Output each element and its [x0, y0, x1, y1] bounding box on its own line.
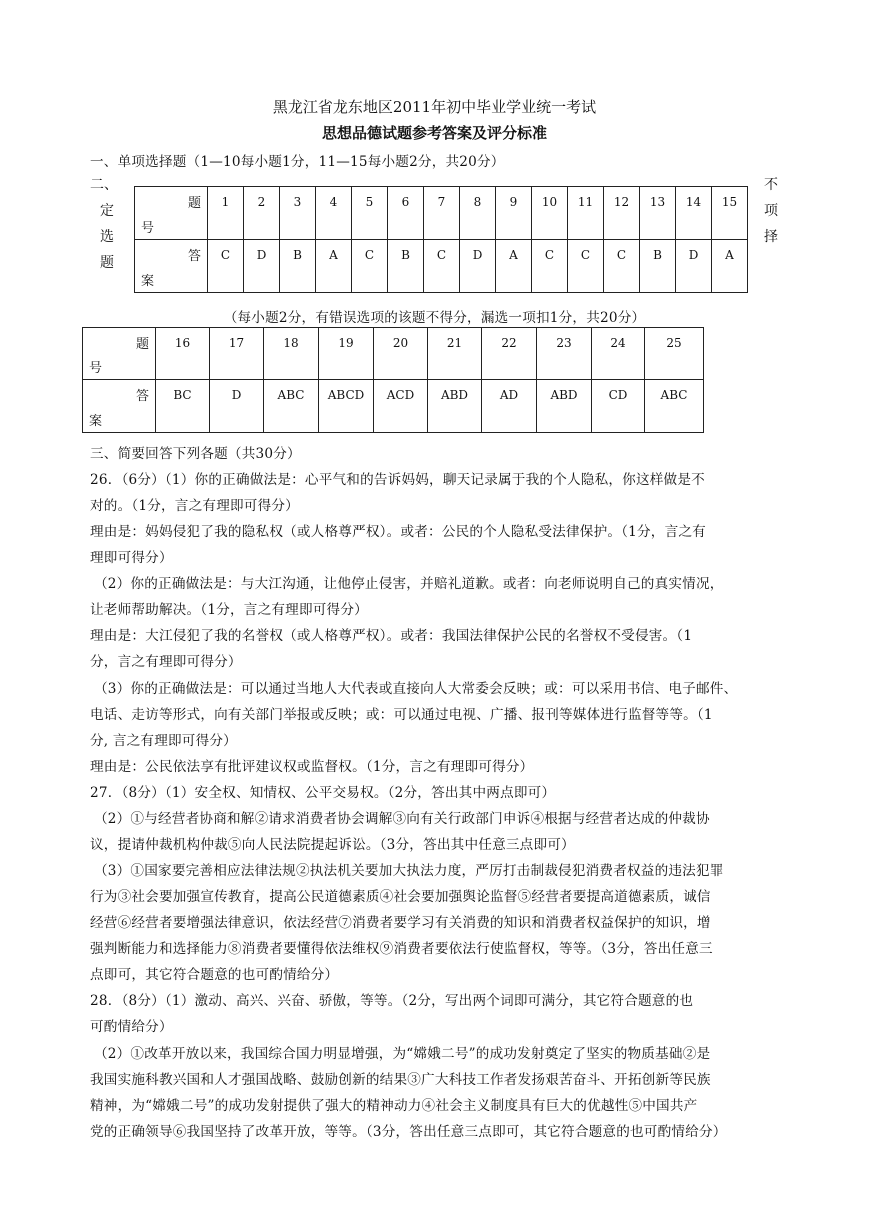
- answer-text-line: 党的正确领导⑥我国坚持了改革开放，等等。（3分，答出任意三点即可，其它符合题意的也可酌情给分）: [90, 1124, 727, 1140]
- cell-text: C: [580, 248, 591, 262]
- cell-text: 3: [293, 195, 302, 209]
- answer-cell: [568, 240, 604, 293]
- answer-text-line: 行为③社会要加强宣传教育，提高公民道德素质④社会要加强舆论监督⑤经营者要提高道德素质，诚信: [90, 889, 711, 905]
- cell-text: A: [329, 248, 338, 262]
- table-row-numbers: [135, 187, 748, 240]
- answer-cell: [244, 240, 280, 293]
- answer-text-line: （2）①改革开放以来，我国综合国力明显增强，为“嫦娥二号”的成功发射奠定了坚实的物质基础②是: [94, 1046, 711, 1062]
- table-header-cell: [83, 380, 156, 433]
- side-char: 二、: [90, 177, 118, 193]
- cell-text: ACD: [386, 388, 415, 402]
- side-char: 择: [764, 229, 778, 245]
- answer-cell: [676, 240, 712, 293]
- question-number-cell: [424, 187, 460, 240]
- cell-text: 16: [174, 336, 191, 350]
- answer-cell: [316, 240, 352, 293]
- cell-text: A: [509, 248, 518, 262]
- answer-cell: [604, 240, 640, 293]
- answer-cell: [640, 240, 676, 293]
- answer-cell: [482, 380, 537, 433]
- question-number-cell: [316, 187, 352, 240]
- header-label-bottom: 号: [141, 221, 155, 236]
- question-number-cell: [374, 328, 428, 380]
- answer-cell: [537, 380, 592, 433]
- cell-text: 19: [338, 336, 354, 350]
- side-char: 题: [100, 255, 114, 271]
- answer-cell: [532, 240, 568, 293]
- cell-text: 18: [283, 336, 299, 350]
- answer-text-line: （2）你的正确做法是：与大江沟通，让他停止侵害，并赔礼道歉。或者：向老师说明自己的真实情况，: [94, 576, 724, 592]
- answer-table-multiple-choice: [82, 327, 704, 433]
- answer-cell: [388, 240, 424, 293]
- table-header-cell: [135, 240, 208, 293]
- header-label-top: 答: [187, 249, 201, 264]
- question-number-cell: [208, 187, 244, 240]
- cell-text: CD: [608, 388, 628, 402]
- cell-text: C: [544, 248, 555, 262]
- answer-text-line: 精神，为“嫦娥二号”的成功发射提供了强大的精神动力④社会主义制度具有巨大的优越性⑤中国共产: [90, 1098, 698, 1114]
- answer-cell: [645, 380, 704, 433]
- answer-cell: [280, 240, 316, 293]
- answer-text-line: 28．（8分）（1）激动、高兴、兴奋、骄傲，等等。（2分，写出两个词即可满分，其它符合题意的也: [90, 993, 694, 1009]
- document-subtitle: 思想品德试题参考答案及评分标准: [321, 124, 547, 142]
- header-label-bottom: 号: [89, 361, 103, 376]
- side-char: 项: [764, 203, 778, 219]
- answer-text-line: 议，提请仲裁机构仲裁⑤向人民法院提起诉讼。（3分，答出其中任意三点即可）: [90, 837, 575, 853]
- question-number-cell: [319, 328, 374, 380]
- cell-text: 7: [437, 195, 446, 209]
- question-number-cell: [460, 187, 496, 240]
- question-number-cell: [352, 187, 388, 240]
- cell-text: 15: [721, 195, 738, 209]
- question-number-cell: [482, 328, 537, 380]
- cell-text: AD: [499, 388, 519, 402]
- side-char: 不: [764, 177, 778, 193]
- question-number-cell: [388, 187, 424, 240]
- question-number-cell: [712, 187, 748, 240]
- cell-text: 24: [610, 336, 626, 350]
- question-number-cell: [640, 187, 676, 240]
- answer-text-line: （3）你的正确做法是：可以通过当地人大代表或直接向人大常委会反映；或：可以采用书信、电子邮件、: [94, 681, 738, 697]
- cell-text: 13: [649, 195, 666, 209]
- answer-text-line: 强判断能力和选择能力⑧消费者要懂得依法维权⑨消费者要依法行使监督权，等等。（3分，答出任意三: [90, 941, 713, 957]
- answer-cell: [374, 380, 428, 433]
- answer-cell: [460, 240, 496, 293]
- answer-text-line: 理即可得分）: [90, 550, 173, 566]
- table-row-answers: [83, 380, 704, 433]
- answer-text-line: 理由是：妈妈侵犯了我的隐私权（或人格尊严权）。或者：公民的个人隐私受法律保护。（1分，言之有: [90, 524, 706, 540]
- side-char: 定: [100, 203, 114, 219]
- answer-text-line: 电话、走访等形式，向有关部门举报或反映；或：可以通过电视、广播、报刊等媒体进行监督等等。（1: [90, 707, 713, 723]
- answer-text-line: 理由是：公民依法享有批评建议权或监督权。（1分，言之有理即可得分）: [90, 759, 534, 775]
- answer-text-line: 对的。（1分，言之有理即可得分）: [90, 498, 299, 514]
- cell-text: 5: [365, 195, 374, 209]
- answer-cell: [264, 380, 319, 433]
- side-char: 选: [100, 229, 114, 245]
- cell-text: C: [364, 248, 375, 262]
- answer-text-line: 26．（6分）（1）你的正确做法是：心平气和的告诉妈妈，聊天记录属于我的个人隐私，你这样做是不: [90, 472, 705, 488]
- cell-text: 12: [613, 195, 630, 209]
- cell-text: A: [725, 248, 734, 262]
- cell-text: C: [616, 248, 627, 262]
- question-number-cell: [568, 187, 604, 240]
- cell-text: 10: [541, 195, 558, 209]
- cell-text: C: [220, 248, 231, 262]
- cell-text: 8: [473, 195, 482, 209]
- cell-text: ABD: [550, 388, 578, 402]
- answer-text-line: 点即可，其它符合题意的也可酌情给分）: [90, 967, 339, 983]
- question-number-cell: [264, 328, 319, 380]
- section-2-label-right: [764, 172, 778, 250]
- cell-text: D: [688, 248, 699, 262]
- cell-text: ABCD: [327, 388, 365, 402]
- cell-text: 9: [509, 195, 518, 209]
- answer-cell: [210, 380, 264, 433]
- section-1-heading: 一、单项选择题（1—10每小题1分，11—15每小题2分，共20分）: [90, 154, 505, 170]
- answer-text-line: 分, 言之有理即可得分）: [90, 733, 237, 749]
- cell-text: D: [231, 388, 242, 402]
- section-2-note: （每小题2分，有错误选项的该题不得分，漏选一项扣1分，共20分）: [223, 310, 646, 326]
- answer-table-single-choice: [134, 186, 748, 293]
- answer-cell: [208, 240, 244, 293]
- table-header-cell: [83, 328, 156, 380]
- section-2-label-left: [90, 172, 118, 276]
- cell-text: ABD: [440, 388, 469, 402]
- cell-text: 25: [666, 336, 682, 350]
- cell-text: 22: [501, 336, 517, 350]
- answer-cell: [156, 380, 210, 433]
- question-number-cell: [428, 328, 482, 380]
- answer-text-line: 经营⑥经营者要增强法律意识，依法经营⑦消费者要学习有关消费的知识和消费者权益保护的知识，增: [90, 915, 711, 931]
- answer-cell: [428, 380, 482, 433]
- question-number-cell: [537, 328, 592, 380]
- header-label-top: 题: [135, 337, 149, 352]
- cell-text: 2: [257, 195, 266, 209]
- question-number-cell: [604, 187, 640, 240]
- question-number-cell: [244, 187, 280, 240]
- cell-text: BC: [173, 388, 192, 402]
- question-number-cell: [496, 187, 532, 240]
- answer-text-line: 27．（8分）（1）安全权、知情权、公平交易权。（2分，答出其中两点即可）: [90, 785, 556, 801]
- question-number-cell: [592, 328, 645, 380]
- cell-text: 1: [221, 195, 230, 209]
- table-row-answers: [135, 240, 748, 293]
- answer-cell: [712, 240, 748, 293]
- cell-text: 14: [685, 195, 702, 209]
- header-label-bottom: 案: [141, 274, 155, 289]
- cell-text: B: [401, 248, 410, 262]
- question-number-cell: [645, 328, 704, 380]
- answer-cell: [319, 380, 374, 433]
- cell-text: D: [472, 248, 483, 262]
- answer-cell: [496, 240, 532, 293]
- answer-text-line: 理由是：大江侵犯了我的名誉权（或人格尊严权）。或者：我国法律保护公民的名誉权不受侵害。（1: [90, 628, 693, 644]
- answer-text-line: （2）①与经营者协商和解②请求消费者协会调解③向有关行政部门申诉④根据与经营者达成的仲裁协: [94, 811, 710, 827]
- section-3-heading: 三、简要回答下列各题（共30分）: [90, 446, 301, 462]
- question-number-cell: [676, 187, 712, 240]
- table-header-cell: [135, 187, 208, 240]
- answer-cell: [424, 240, 460, 293]
- answer-text-line: 可酌情给分）: [90, 1019, 173, 1035]
- header-label-top: 答: [135, 389, 149, 404]
- answer-cell: [592, 380, 645, 433]
- cell-text: B: [293, 248, 302, 262]
- answer-text-line: （3）①国家要完善相应法律法规②执法机关要加大执法力度，严厉打击制裁侵犯消费者权益的违法犯罪: [94, 863, 724, 879]
- question-number-cell: [156, 328, 210, 380]
- cell-text: 11: [577, 195, 594, 209]
- answer-text-line: 分，言之有理即可得分）: [90, 654, 242, 670]
- answer-cell: [352, 240, 388, 293]
- cell-text: ABC: [660, 388, 688, 402]
- document-title: 黑龙江省龙东地区2011年初中毕业学业统一考试: [272, 98, 597, 116]
- cell-text: B: [653, 248, 662, 262]
- question-number-cell: [210, 328, 264, 380]
- header-label-bottom: 案: [89, 414, 103, 429]
- question-number-cell: [532, 187, 568, 240]
- cell-text: C: [436, 248, 447, 262]
- cell-text: 20: [392, 336, 409, 350]
- cell-text: D: [256, 248, 267, 262]
- question-number-cell: [280, 187, 316, 240]
- cell-text: ABC: [277, 388, 305, 402]
- answer-text-line: 我国实施科教兴国和人才强国战略、鼓励创新的结果③广大科技工作者发扬艰苦奋斗、开拓创新等民族: [90, 1072, 711, 1088]
- cell-text: 17: [228, 336, 245, 350]
- cell-text: 4: [329, 195, 338, 209]
- answer-text-line: 让老师帮助解决。（1分，言之有理即可得分）: [90, 602, 368, 618]
- cell-text: 23: [556, 336, 572, 350]
- header-label-top: 题: [187, 196, 201, 211]
- cell-text: 6: [401, 195, 410, 209]
- cell-text: 21: [446, 336, 463, 350]
- table-row-numbers: [83, 328, 704, 380]
